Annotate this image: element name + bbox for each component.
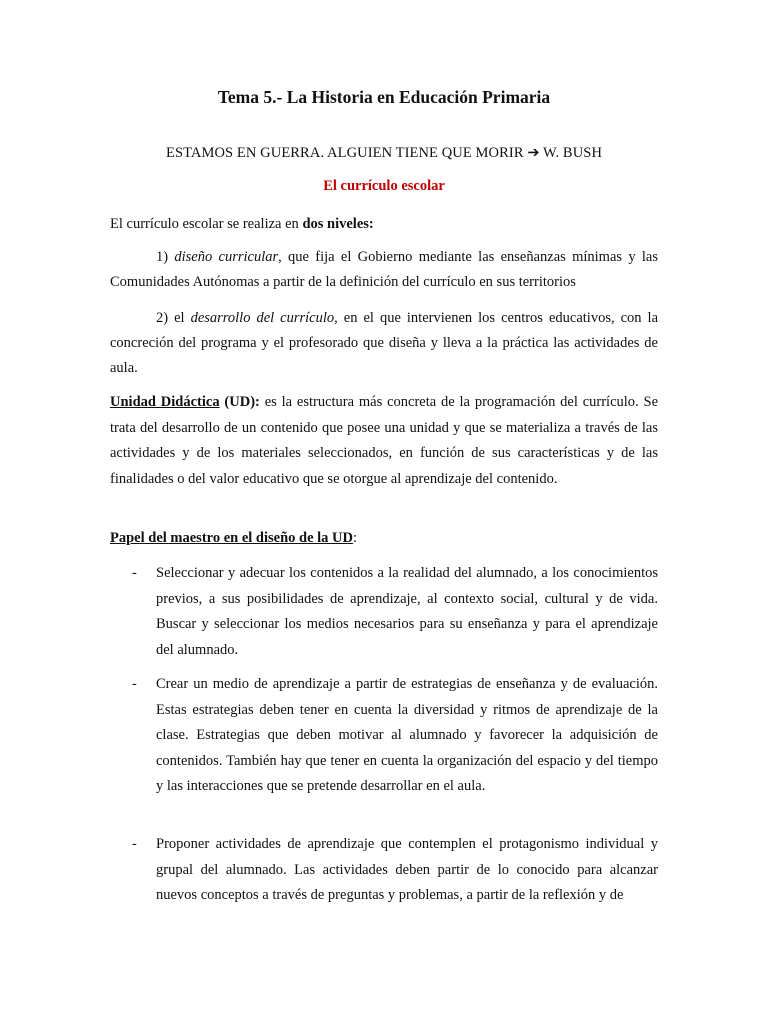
role-heading	[110, 526, 658, 551]
intro-paragraph	[110, 212, 658, 237]
role-heading-text: Papel del maestro en el diseño de la UD	[110, 530, 353, 546]
level1-term: diseño curricular	[174, 249, 279, 265]
ud-term: Unidad Didáctica	[110, 394, 220, 410]
level1-prefix: 1)	[156, 249, 175, 265]
list-item-text: Proponer actividades de aprendizaje que contemplen el protagonismo individual y grupal del alumnado. Las actividades deben partir de lo conocido para alcanzar nuevos conceptos a través de preguntas y problemas, a partir de la reflexión y de	[156, 836, 658, 903]
list-item-text: Crear un medio de aprendizaje a partir de estrategias de enseñanza y de evaluación. Estas estrategias deben tener en cuenta la diversidad y ritmos de aprendizaje de la clase. Estrategias que deben motivar al alumnado y favorecer la adquisición de contenidos. También hay que tener en cuenta la organización del espacio y del tiempo y las interacciones que se pretende desarrollar en el aula.	[156, 676, 658, 794]
intro-bold: dos niveles:	[302, 216, 374, 232]
level2-prefix: 2) el	[156, 310, 191, 326]
ud-abbrev: (UD):	[224, 394, 260, 410]
list-dash: -	[132, 676, 137, 692]
list-item-text: Seleccionar y adecuar los contenidos a la realidad del alumnado, a los conocimientos previos, a sus posibilidades de aprendizaje, al contexto social, cultural y de vida. Buscar y seleccionar los medios necesarios para su enseñanza y para el aprendizaje del alumnado.	[156, 565, 658, 658]
level1-rest: , que fija el Gobierno mediante las enseñanzas mínimas y las Comunidades Autónomas a partir de la definición del currículo en sus territorios	[110, 249, 658, 290]
level1-paragraph	[110, 245, 658, 295]
level2-paragraph	[110, 306, 658, 381]
document-subtitle: ESTAMOS EN GUERRA. ALGUIEN TIENE QUE MORIR ➔ W. BUSH	[165, 145, 603, 161]
intro-text: El currículo escolar se realiza en	[110, 216, 303, 232]
list-dash: -	[132, 836, 137, 852]
level2-rest: , en el que intervienen los centros educativos, con la concreción del programa y el profesorado que diseña y lleva a la práctica las actividades de aula.	[110, 310, 659, 376]
ud-definition-text: es la estructura más concreta de la programación del currículo. Se trata del desarrollo de un contenido que posee una unidad y que se materializa a través de las actividades y de los materiales seleccionados, en función de sus características y de las finalidades o del valor educativo que se otorgue al aprendizaje del contenido.	[110, 394, 659, 487]
ud-definition-paragraph	[110, 390, 658, 492]
list-dash: -	[132, 565, 137, 581]
document-title: Tema 5.- La Historia en Educación Primaria	[217, 87, 551, 107]
level2-term: desarrollo del currículo	[190, 310, 335, 326]
section-heading: El currículo escolar	[323, 178, 445, 194]
role-heading-colon: :	[353, 530, 358, 546]
